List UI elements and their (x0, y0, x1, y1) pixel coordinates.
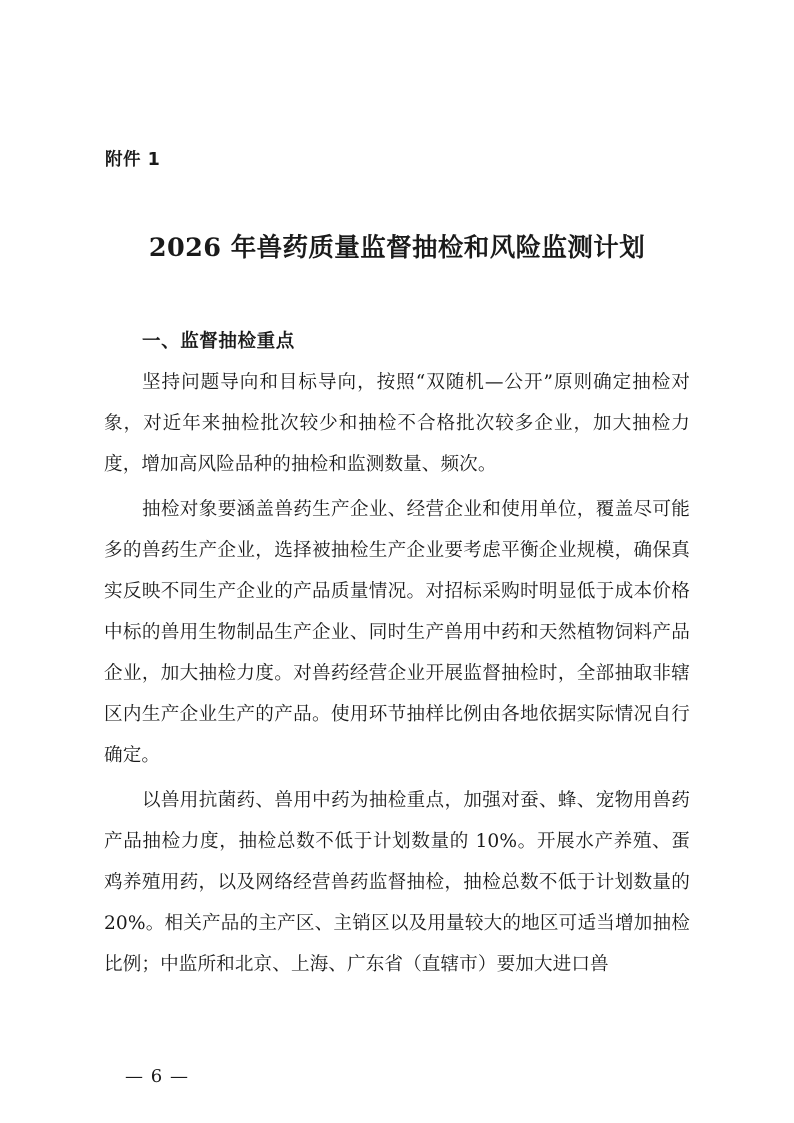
paragraph-3: 以兽用抗菌药、兽用中药为抽检重点，加强对蚕、蜂、宠物用兽药产品抽检力度，抽检总数不低于计划数量的 10%。开展水产养殖、蛋鸡养殖用药，以及网络经营兽药监督抽检，抽检总数不低于计划数量的 20%。相关产品的主产区、主销区以及用量较大的地区可适当增加抽检比例；中监所和北京、上海、广东省（直辖市）要加大进口兽 (104, 789, 690, 975)
page-footer (0, 1066, 794, 1087)
page-number: — 6 — (125, 1066, 189, 1087)
attachment-label: 附件 1 (105, 150, 161, 170)
page-title: 2026 年兽药质量监督抽检和风险监测计划 (148, 232, 646, 263)
paragraph-1: 坚持问题导向和目标导向，按照“双随机—公开”原则确定抽检对象，对近年来抽检批次较少和抽检不合格批次较多企业，加大抽检力度，增加高风险品种的抽检和监测数量、频次。 (104, 371, 690, 475)
section-heading-supervision-focus: 一、监督抽检重点 (142, 331, 295, 353)
paragraph-2: 抽检对象要涵盖兽药生产企业、经营企业和使用单位，覆盖尽可能多的兽药生产企业，选择被抽检生产企业要考虑平衡企业规模，确保真实反映不同生产企业的产品质量情况。对招标采购时明显低于成本价格中标的兽用生物制品生产企业、同时生产兽用中药和天然植物饲料产品企业，加大抽检力度。对兽药经营企业开展监督抽检时，全部抽取非辖区内生产企业生产的产品。使用环节抽样比例由各地依据实际情况自行确定。 (104, 498, 690, 766)
